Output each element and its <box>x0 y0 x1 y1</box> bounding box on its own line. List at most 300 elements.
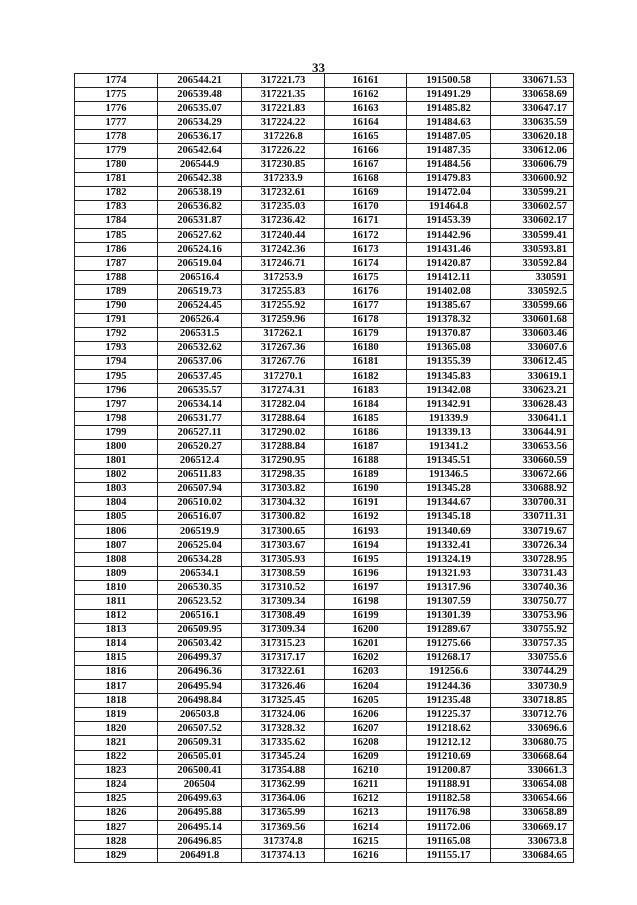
table-cell: 191385.67 <box>407 299 491 313</box>
table-cell: 16203 <box>325 665 407 679</box>
table-cell: 206538.19 <box>158 186 242 200</box>
table-cell: 191342.91 <box>407 398 491 412</box>
table-cell: 16206 <box>325 708 407 722</box>
table-cell: 1795 <box>75 369 158 383</box>
table-cell: 16207 <box>325 722 407 736</box>
table-cell: 1821 <box>75 736 158 750</box>
table-cell: 330750.77 <box>491 595 574 609</box>
table-cell: 1775 <box>75 88 158 102</box>
table-cell: 206519.04 <box>158 257 242 271</box>
table-row <box>75 539 574 553</box>
table-cell: 1826 <box>75 806 158 820</box>
table-row <box>75 680 574 694</box>
table-cell: 16179 <box>325 327 407 341</box>
table-cell: 206537.06 <box>158 355 242 369</box>
table-cell: 16163 <box>325 102 407 116</box>
table-cell: 1820 <box>75 722 158 736</box>
table-cell: 206499.63 <box>158 792 242 806</box>
table-cell: 206496.85 <box>158 835 242 849</box>
table-cell: 1824 <box>75 778 158 792</box>
table-cell: 317232.61 <box>242 186 325 200</box>
table-cell: 191218.62 <box>407 722 491 736</box>
table-cell: 206507.52 <box>158 722 242 736</box>
table-cell: 317288.84 <box>242 440 325 454</box>
table-row <box>75 74 574 88</box>
table-cell: 16161 <box>325 74 407 88</box>
table-cell: 16192 <box>325 510 407 524</box>
table-cell: 16172 <box>325 229 407 243</box>
table-cell: 16164 <box>325 116 407 130</box>
table-cell: 191339.9 <box>407 412 491 426</box>
table-cell: 206516.4 <box>158 271 242 285</box>
table-cell: 330592.5 <box>491 285 574 299</box>
table-cell: 317230.85 <box>242 158 325 172</box>
table-row <box>75 200 574 214</box>
table-cell: 1811 <box>75 595 158 609</box>
table-row <box>75 186 574 200</box>
table-cell: 206507.94 <box>158 482 242 496</box>
table-cell: 206544.9 <box>158 158 242 172</box>
table-row <box>75 835 574 849</box>
table-cell: 206495.94 <box>158 680 242 694</box>
table-cell: 317221.73 <box>242 74 325 88</box>
table-cell: 1785 <box>75 229 158 243</box>
table-cell: 1792 <box>75 327 158 341</box>
table-cell: 16183 <box>325 384 407 398</box>
table-cell: 317298.35 <box>242 468 325 482</box>
table-cell: 16173 <box>325 243 407 257</box>
table-row <box>75 271 574 285</box>
table-cell: 317233.9 <box>242 172 325 186</box>
table-cell: 317335.62 <box>242 736 325 750</box>
table-cell: 191491.29 <box>407 88 491 102</box>
table-cell: 16216 <box>325 849 407 863</box>
table-cell: 191341.2 <box>407 440 491 454</box>
table-cell: 330654.08 <box>491 778 574 792</box>
table-cell: 16186 <box>325 426 407 440</box>
table-cell: 206509.95 <box>158 623 242 637</box>
table-cell: 1793 <box>75 341 158 355</box>
table-row <box>75 384 574 398</box>
table-cell: 317240.44 <box>242 229 325 243</box>
table-cell: 16194 <box>325 539 407 553</box>
table-cell: 16165 <box>325 130 407 144</box>
table-cell: 1808 <box>75 553 158 567</box>
table-cell: 191244.36 <box>407 680 491 694</box>
table-cell: 330628.43 <box>491 398 574 412</box>
table-cell: 206536.82 <box>158 200 242 214</box>
table-cell: 206531.5 <box>158 327 242 341</box>
table-cell: 330711.31 <box>491 510 574 524</box>
table-cell: 330755.92 <box>491 623 574 637</box>
table-cell: 206520.27 <box>158 440 242 454</box>
table-cell: 191200.87 <box>407 764 491 778</box>
table-cell: 317262.1 <box>242 327 325 341</box>
table-cell: 330744.29 <box>491 665 574 679</box>
table-cell: 317259.96 <box>242 313 325 327</box>
table-cell: 1780 <box>75 158 158 172</box>
table-cell: 206532.62 <box>158 341 242 355</box>
table-row <box>75 426 574 440</box>
table-cell: 330600.92 <box>491 172 574 186</box>
table-cell: 317326.46 <box>242 680 325 694</box>
table-cell: 191420.87 <box>407 257 491 271</box>
table-cell: 16176 <box>325 285 407 299</box>
table-cell: 1806 <box>75 525 158 539</box>
table-cell: 330619.1 <box>491 369 574 383</box>
table-cell: 1804 <box>75 496 158 510</box>
table-cell: 206495.88 <box>158 806 242 820</box>
table-row <box>75 665 574 679</box>
table-cell: 330599.66 <box>491 299 574 313</box>
table-cell: 191317.96 <box>407 581 491 595</box>
table-cell: 191155.17 <box>407 849 491 863</box>
table-cell: 206498.84 <box>158 694 242 708</box>
table-cell: 191485.82 <box>407 102 491 116</box>
table-cell: 330700.31 <box>491 496 574 510</box>
table-cell: 330647.17 <box>491 102 574 116</box>
table-cell: 16170 <box>325 200 407 214</box>
table-cell: 330719.67 <box>491 525 574 539</box>
table-cell: 16213 <box>325 806 407 820</box>
table-cell: 16190 <box>325 482 407 496</box>
table-cell: 317224.22 <box>242 116 325 130</box>
table-cell: 317242.36 <box>242 243 325 257</box>
table-cell: 330680.75 <box>491 736 574 750</box>
table-cell: 1822 <box>75 750 158 764</box>
table-cell: 16184 <box>325 398 407 412</box>
table-cell: 191345.83 <box>407 369 491 383</box>
table-cell: 1781 <box>75 172 158 186</box>
table-row <box>75 482 574 496</box>
table-cell: 191500.58 <box>407 74 491 88</box>
table-cell: 206524.16 <box>158 243 242 257</box>
table-cell: 317362.99 <box>242 778 325 792</box>
table-cell: 330599.41 <box>491 229 574 243</box>
table-cell: 16198 <box>325 595 407 609</box>
table-cell: 16197 <box>325 581 407 595</box>
table-cell: 317290.02 <box>242 426 325 440</box>
table-cell: 16187 <box>325 440 407 454</box>
table-cell: 191378.32 <box>407 313 491 327</box>
table-cell: 206519.73 <box>158 285 242 299</box>
table-cell: 206534.14 <box>158 398 242 412</box>
table-row <box>75 299 574 313</box>
table-cell: 1812 <box>75 609 158 623</box>
table-row <box>75 637 574 651</box>
table-cell: 330623.21 <box>491 384 574 398</box>
table-cell: 317226.22 <box>242 144 325 158</box>
table-cell: 1807 <box>75 539 158 553</box>
table-cell: 330602.57 <box>491 200 574 214</box>
table-cell: 16166 <box>325 144 407 158</box>
table-row <box>75 257 574 271</box>
table-cell: 191289.67 <box>407 623 491 637</box>
table-cell: 16180 <box>325 341 407 355</box>
table-row <box>75 496 574 510</box>
table-cell: 16199 <box>325 609 407 623</box>
table-row <box>75 313 574 327</box>
table-cell: 16208 <box>325 736 407 750</box>
table-cell: 191188.91 <box>407 778 491 792</box>
table-cell: 317288.64 <box>242 412 325 426</box>
table-cell: 330684.65 <box>491 849 574 863</box>
table-row <box>75 130 574 144</box>
table-cell: 1790 <box>75 299 158 313</box>
table-cell: 317322.61 <box>242 665 325 679</box>
table-cell: 330612.06 <box>491 144 574 158</box>
table-cell: 1797 <box>75 398 158 412</box>
table-cell: 317236.42 <box>242 214 325 228</box>
table-cell: 191345.28 <box>407 482 491 496</box>
table-cell: 206535.07 <box>158 102 242 116</box>
table-cell: 191464.8 <box>407 200 491 214</box>
table-cell: 206542.64 <box>158 144 242 158</box>
table-cell: 1816 <box>75 665 158 679</box>
table-row <box>75 581 574 595</box>
table-cell: 16196 <box>325 567 407 581</box>
table-cell: 191346.5 <box>407 468 491 482</box>
table-cell: 16209 <box>325 750 407 764</box>
table-cell: 16201 <box>325 637 407 651</box>
table-cell: 1829 <box>75 849 158 863</box>
table-cell: 317246.71 <box>242 257 325 271</box>
table-cell: 206503.42 <box>158 637 242 651</box>
table-cell: 330653.56 <box>491 440 574 454</box>
table-cell: 330591 <box>491 271 574 285</box>
table-cell: 206511.83 <box>158 468 242 482</box>
table-cell: 206516.1 <box>158 609 242 623</box>
table-row <box>75 764 574 778</box>
table-cell: 330673.8 <box>491 835 574 849</box>
table-cell: 16185 <box>325 412 407 426</box>
table-cell: 191472.04 <box>407 186 491 200</box>
table-cell: 206525.04 <box>158 539 242 553</box>
table-cell: 317317.17 <box>242 651 325 665</box>
table-cell: 191345.18 <box>407 510 491 524</box>
table-cell: 206527.11 <box>158 426 242 440</box>
table-cell: 317365.99 <box>242 806 325 820</box>
table-cell: 317300.82 <box>242 510 325 524</box>
table-cell: 317253.9 <box>242 271 325 285</box>
table-cell: 317255.92 <box>242 299 325 313</box>
table-cell: 206539.48 <box>158 88 242 102</box>
table-row <box>75 567 574 581</box>
table-cell: 317325.45 <box>242 694 325 708</box>
table-cell: 16175 <box>325 271 407 285</box>
table-cell: 206531.87 <box>158 214 242 228</box>
table-cell: 1819 <box>75 708 158 722</box>
table-cell: 317364.06 <box>242 792 325 806</box>
table-cell: 330607.6 <box>491 341 574 355</box>
table-cell: 16202 <box>325 651 407 665</box>
table-cell: 191321.93 <box>407 567 491 581</box>
table-cell: 317308.49 <box>242 609 325 623</box>
table-cell: 1779 <box>75 144 158 158</box>
table-row <box>75 849 574 863</box>
table-cell: 317221.83 <box>242 102 325 116</box>
table-cell: 1787 <box>75 257 158 271</box>
table-cell: 206499.37 <box>158 651 242 665</box>
table-row <box>75 623 574 637</box>
table-cell: 191402.08 <box>407 285 491 299</box>
table-cell: 330603.46 <box>491 327 574 341</box>
table-cell: 317303.82 <box>242 482 325 496</box>
table-cell: 317308.59 <box>242 567 325 581</box>
table-row <box>75 214 574 228</box>
table-cell: 191340.69 <box>407 525 491 539</box>
table-cell: 1814 <box>75 637 158 651</box>
table-cell: 206491.8 <box>158 849 242 863</box>
table-cell: 330592.84 <box>491 257 574 271</box>
table-row <box>75 750 574 764</box>
table-cell: 330696.6 <box>491 722 574 736</box>
table-cell: 191365.08 <box>407 341 491 355</box>
table-cell: 16174 <box>325 257 407 271</box>
table-row <box>75 736 574 750</box>
table-cell: 330712.76 <box>491 708 574 722</box>
table-cell: 191431.46 <box>407 243 491 257</box>
table-row <box>75 651 574 665</box>
table-cell: 191307.59 <box>407 595 491 609</box>
table-cell: 1800 <box>75 440 158 454</box>
table-row <box>75 820 574 834</box>
table-cell: 1809 <box>75 567 158 581</box>
table-row <box>75 88 574 102</box>
table-cell: 191332.41 <box>407 539 491 553</box>
table-cell: 1823 <box>75 764 158 778</box>
table-cell: 191182.58 <box>407 792 491 806</box>
table-cell: 16193 <box>325 525 407 539</box>
table-cell: 206534.1 <box>158 567 242 581</box>
table-cell: 191479.83 <box>407 172 491 186</box>
table-cell: 16195 <box>325 553 407 567</box>
table-row <box>75 778 574 792</box>
table-cell: 317274.31 <box>242 384 325 398</box>
table-cell: 206530.35 <box>158 581 242 595</box>
table-cell: 330658.89 <box>491 806 574 820</box>
table-cell: 206531.77 <box>158 412 242 426</box>
table-cell: 191342.08 <box>407 384 491 398</box>
table-cell: 1818 <box>75 694 158 708</box>
table-cell: 317282.04 <box>242 398 325 412</box>
table-cell: 1786 <box>75 243 158 257</box>
table-row <box>75 806 574 820</box>
table-cell: 191370.87 <box>407 327 491 341</box>
table-row <box>75 355 574 369</box>
table-cell: 1802 <box>75 468 158 482</box>
table-cell: 206510.02 <box>158 496 242 510</box>
table-row <box>75 158 574 172</box>
table-cell: 317235.03 <box>242 200 325 214</box>
table-row <box>75 412 574 426</box>
table-cell: 191453.39 <box>407 214 491 228</box>
table-cell: 330602.17 <box>491 214 574 228</box>
table-row <box>75 609 574 623</box>
table-cell: 1799 <box>75 426 158 440</box>
table-cell: 16211 <box>325 778 407 792</box>
table-cell: 1784 <box>75 214 158 228</box>
table-cell: 206526.4 <box>158 313 242 327</box>
table-cell: 206504 <box>158 778 242 792</box>
table-cell: 206523.52 <box>158 595 242 609</box>
table-cell: 1783 <box>75 200 158 214</box>
table-cell: 16178 <box>325 313 407 327</box>
table-cell: 317328.32 <box>242 722 325 736</box>
table-cell: 330668.64 <box>491 750 574 764</box>
table-cell: 330718.85 <box>491 694 574 708</box>
table-cell: 1788 <box>75 271 158 285</box>
table-cell: 206535.57 <box>158 384 242 398</box>
table-row <box>75 341 574 355</box>
table-cell: 191301.39 <box>407 609 491 623</box>
table-cell: 1803 <box>75 482 158 496</box>
table-cell: 330661.3 <box>491 764 574 778</box>
table-cell: 330740.36 <box>491 581 574 595</box>
table-cell: 16177 <box>325 299 407 313</box>
table-row <box>75 792 574 806</box>
coordinates-table <box>74 73 574 863</box>
table-row <box>75 553 574 567</box>
table-cell: 1798 <box>75 412 158 426</box>
table-cell: 16189 <box>325 468 407 482</box>
table-cell: 206542.38 <box>158 172 242 186</box>
table-cell: 191275.66 <box>407 637 491 651</box>
table-cell: 1813 <box>75 623 158 637</box>
table-cell: 16181 <box>325 355 407 369</box>
table-cell: 16191 <box>325 496 407 510</box>
table-cell: 206534.28 <box>158 553 242 567</box>
table-cell: 1801 <box>75 454 158 468</box>
table-cell: 1825 <box>75 792 158 806</box>
table-cell: 317369.56 <box>242 820 325 834</box>
table-row <box>75 229 574 243</box>
table-row <box>75 440 574 454</box>
table-row <box>75 722 574 736</box>
table-cell: 191176.98 <box>407 806 491 820</box>
table-cell: 16205 <box>325 694 407 708</box>
table-cell: 16204 <box>325 680 407 694</box>
table-cell: 317255.83 <box>242 285 325 299</box>
table-row <box>75 172 574 186</box>
table-cell: 191344.67 <box>407 496 491 510</box>
table-cell: 206495.14 <box>158 820 242 834</box>
table-cell: 191339.13 <box>407 426 491 440</box>
table-cell: 330671.53 <box>491 74 574 88</box>
table-cell: 330728.95 <box>491 553 574 567</box>
table-cell: 206512.4 <box>158 454 242 468</box>
table-cell: 206500.41 <box>158 764 242 778</box>
table-cell: 191442.96 <box>407 229 491 243</box>
table-cell: 191355.39 <box>407 355 491 369</box>
table-row <box>75 454 574 468</box>
table-cell: 317226.8 <box>242 130 325 144</box>
table-cell: 191484.63 <box>407 116 491 130</box>
table-row <box>75 285 574 299</box>
table-cell: 330601.68 <box>491 313 574 327</box>
table-cell: 191412.11 <box>407 271 491 285</box>
table-cell: 1791 <box>75 313 158 327</box>
table-cell: 317270.1 <box>242 369 325 383</box>
table-cell: 206534.29 <box>158 116 242 130</box>
table-cell: 330654.66 <box>491 792 574 806</box>
table-cell: 16200 <box>325 623 407 637</box>
table-cell: 317310.52 <box>242 581 325 595</box>
table-cell: 330672.66 <box>491 468 574 482</box>
table-cell: 191256.6 <box>407 665 491 679</box>
table-cell: 16210 <box>325 764 407 778</box>
table-cell: 330669.17 <box>491 820 574 834</box>
